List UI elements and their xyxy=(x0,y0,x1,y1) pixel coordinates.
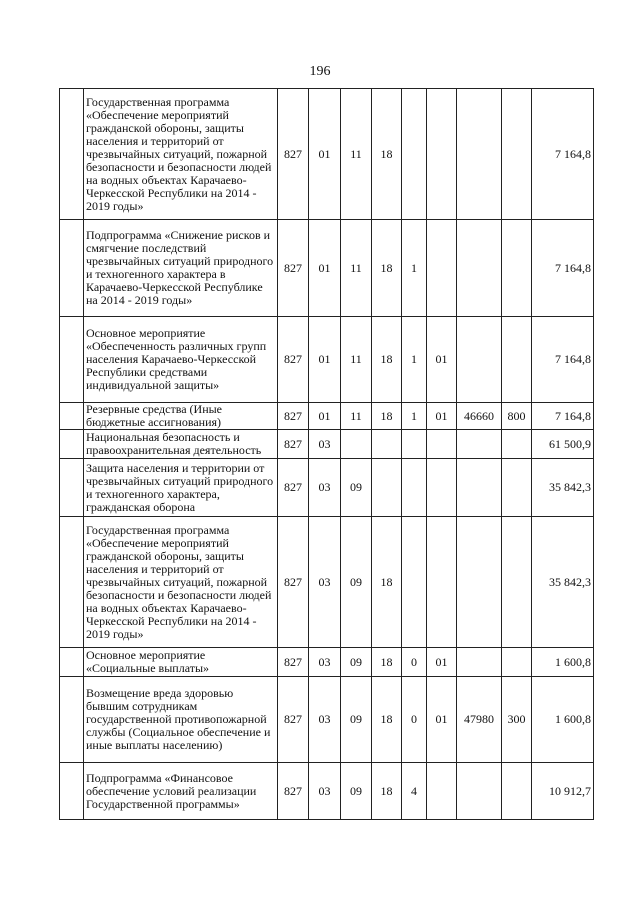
subsection-code-cell: 11 xyxy=(341,317,372,403)
activity-code-cell xyxy=(427,430,457,459)
item-name-cell: Резервные средства (Иные бюджетные ассигнования) xyxy=(84,403,278,430)
grbs-code-cell: 827 xyxy=(278,517,309,648)
subprogram-code-cell xyxy=(402,89,427,220)
program-code-cell: 18 xyxy=(372,89,402,220)
item-name-cell: Подпрограмма «Финансовое обеспечение условий реализации Государственной программы» xyxy=(84,763,278,820)
section-code-cell: 01 xyxy=(309,317,341,403)
expense-type-code-cell: 300 xyxy=(502,677,532,763)
subsection-code-cell: 09 xyxy=(341,677,372,763)
blank-cell xyxy=(60,648,84,677)
program-code-cell xyxy=(372,459,402,517)
subprogram-code-cell: 4 xyxy=(402,763,427,820)
activity-code-cell xyxy=(427,459,457,517)
page-number: 196 xyxy=(309,64,331,79)
section-code-cell: 03 xyxy=(309,648,341,677)
section-code-cell: 01 xyxy=(309,89,341,220)
direction-code-cell: 46660 xyxy=(457,403,502,430)
subsection-code-cell: 09 xyxy=(341,459,372,517)
program-code-cell: 18 xyxy=(372,677,402,763)
grbs-code-cell: 827 xyxy=(278,89,309,220)
expense-type-code-cell xyxy=(502,648,532,677)
amount-cell: 7 164,8 xyxy=(532,317,594,403)
subprogram-code-cell: 1 xyxy=(402,220,427,317)
expense-type-code-cell xyxy=(502,89,532,220)
subsection-code-cell: 09 xyxy=(341,648,372,677)
item-name-cell: Основное мероприятие «Обеспеченность различных групп населения Карачаево-Черкесской Республики средствами индивидуальной защиты» xyxy=(84,317,278,403)
subprogram-code-cell xyxy=(402,430,427,459)
section-code-cell: 03 xyxy=(309,677,341,763)
blank-cell xyxy=(60,430,84,459)
activity-code-cell: 01 xyxy=(427,317,457,403)
subsection-code-cell: 11 xyxy=(341,220,372,317)
grbs-code-cell: 827 xyxy=(278,430,309,459)
direction-code-cell: 47980 xyxy=(457,677,502,763)
grbs-code-cell: 827 xyxy=(278,763,309,820)
expense-type-code-cell xyxy=(502,459,532,517)
activity-code-cell xyxy=(427,517,457,648)
activity-code-cell xyxy=(427,220,457,317)
expense-type-code-cell xyxy=(502,317,532,403)
item-name-cell: Государственная программа «Обеспечение мероприятий гражданской обороны, защиты населения и территорий от чрезвычайных ситуаций, пожарной безопасности и безопасности людей на водных объектах Карачаево-Черкесской Республики на 2014 - 2019 годы» xyxy=(84,89,278,220)
table-row xyxy=(60,403,594,430)
amount-cell: 7 164,8 xyxy=(532,403,594,430)
expense-type-code-cell: 800 xyxy=(502,403,532,430)
program-code-cell: 18 xyxy=(372,403,402,430)
section-code-cell: 03 xyxy=(309,517,341,648)
grbs-code-cell: 827 xyxy=(278,403,309,430)
item-name-cell: Возмещение вреда здоровью бывшим сотрудникам государственной противопожарной службы (Социальное обеспечение и иные выплаты населению) xyxy=(84,677,278,763)
activity-code-cell xyxy=(427,89,457,220)
table-row xyxy=(60,89,594,220)
subprogram-code-cell xyxy=(402,459,427,517)
item-name-cell: Государственная программа «Обеспечение мероприятий гражданской обороны, защиты населения и территорий от чрезвычайных ситуаций, пожарной безопасности и безопасности людей на водных объектах Карачаево-Черкесской Республики на 2014 - 2019 годы» xyxy=(84,517,278,648)
expense-type-code-cell xyxy=(502,220,532,317)
amount-cell: 61 500,9 xyxy=(532,430,594,459)
table-row xyxy=(60,430,594,459)
section-code-cell: 03 xyxy=(309,430,341,459)
item-name-cell: Основное мероприятие «Социальные выплаты» xyxy=(84,648,278,677)
section-code-cell: 01 xyxy=(309,403,341,430)
subprogram-code-cell: 0 xyxy=(402,648,427,677)
amount-cell: 7 164,8 xyxy=(532,89,594,220)
expense-type-code-cell xyxy=(502,517,532,648)
grbs-code-cell: 827 xyxy=(278,459,309,517)
blank-cell xyxy=(60,317,84,403)
program-code-cell: 18 xyxy=(372,517,402,648)
blank-cell xyxy=(60,403,84,430)
direction-code-cell xyxy=(457,648,502,677)
program-code-cell xyxy=(372,430,402,459)
table-row xyxy=(60,677,594,763)
section-code-cell: 03 xyxy=(309,459,341,517)
subsection-code-cell: 11 xyxy=(341,89,372,220)
direction-code-cell xyxy=(457,317,502,403)
grbs-code-cell: 827 xyxy=(278,677,309,763)
subsection-code-cell: 09 xyxy=(341,517,372,648)
subprogram-code-cell xyxy=(402,517,427,648)
direction-code-cell xyxy=(457,517,502,648)
direction-code-cell xyxy=(457,430,502,459)
blank-cell xyxy=(60,677,84,763)
grbs-code-cell: 827 xyxy=(278,317,309,403)
activity-code-cell xyxy=(427,763,457,820)
blank-cell xyxy=(60,763,84,820)
subsection-code-cell: 09 xyxy=(341,763,372,820)
program-code-cell: 18 xyxy=(372,763,402,820)
amount-cell: 35 842,3 xyxy=(532,517,594,648)
amount-cell: 1 600,8 xyxy=(532,648,594,677)
table-row xyxy=(60,648,594,677)
grbs-code-cell: 827 xyxy=(278,648,309,677)
item-name-cell: Защита населения и территории от чрезвычайных ситуаций природного и техногенного характера, гражданская оборона xyxy=(84,459,278,517)
expense-type-code-cell xyxy=(502,763,532,820)
blank-cell xyxy=(60,220,84,317)
blank-cell xyxy=(60,459,84,517)
amount-cell: 10 912,7 xyxy=(532,763,594,820)
section-code-cell: 01 xyxy=(309,220,341,317)
program-code-cell: 18 xyxy=(372,220,402,317)
activity-code-cell: 01 xyxy=(427,648,457,677)
subsection-code-cell xyxy=(341,430,372,459)
activity-code-cell: 01 xyxy=(427,677,457,763)
program-code-cell: 18 xyxy=(372,648,402,677)
table-row xyxy=(60,763,594,820)
table-row xyxy=(60,220,594,317)
direction-code-cell xyxy=(457,763,502,820)
section-code-cell: 03 xyxy=(309,763,341,820)
subprogram-code-cell: 0 xyxy=(402,677,427,763)
item-name-cell: Подпрограмма «Снижение рисков и смягчение последствий чрезвычайных ситуаций природного и техногенного характера в Карачаево-Черкесской Республике на 2014 - 2019 годы» xyxy=(84,220,278,317)
blank-cell xyxy=(60,89,84,220)
budget-table xyxy=(59,88,594,820)
table-body xyxy=(60,89,594,820)
grbs-code-cell: 827 xyxy=(278,220,309,317)
amount-cell: 7 164,8 xyxy=(532,220,594,317)
amount-cell: 35 842,3 xyxy=(532,459,594,517)
amount-cell: 1 600,8 xyxy=(532,677,594,763)
subprogram-code-cell: 1 xyxy=(402,403,427,430)
subprogram-code-cell: 1 xyxy=(402,317,427,403)
direction-code-cell xyxy=(457,89,502,220)
blank-cell xyxy=(60,517,84,648)
item-name-cell: Национальная безопасность и правоохранительная деятельность xyxy=(84,430,278,459)
table-row xyxy=(60,459,594,517)
direction-code-cell xyxy=(457,459,502,517)
program-code-cell: 18 xyxy=(372,317,402,403)
table-row xyxy=(60,317,594,403)
expense-type-code-cell xyxy=(502,430,532,459)
subsection-code-cell: 11 xyxy=(341,403,372,430)
activity-code-cell: 01 xyxy=(427,403,457,430)
direction-code-cell xyxy=(457,220,502,317)
table-row xyxy=(60,517,594,648)
